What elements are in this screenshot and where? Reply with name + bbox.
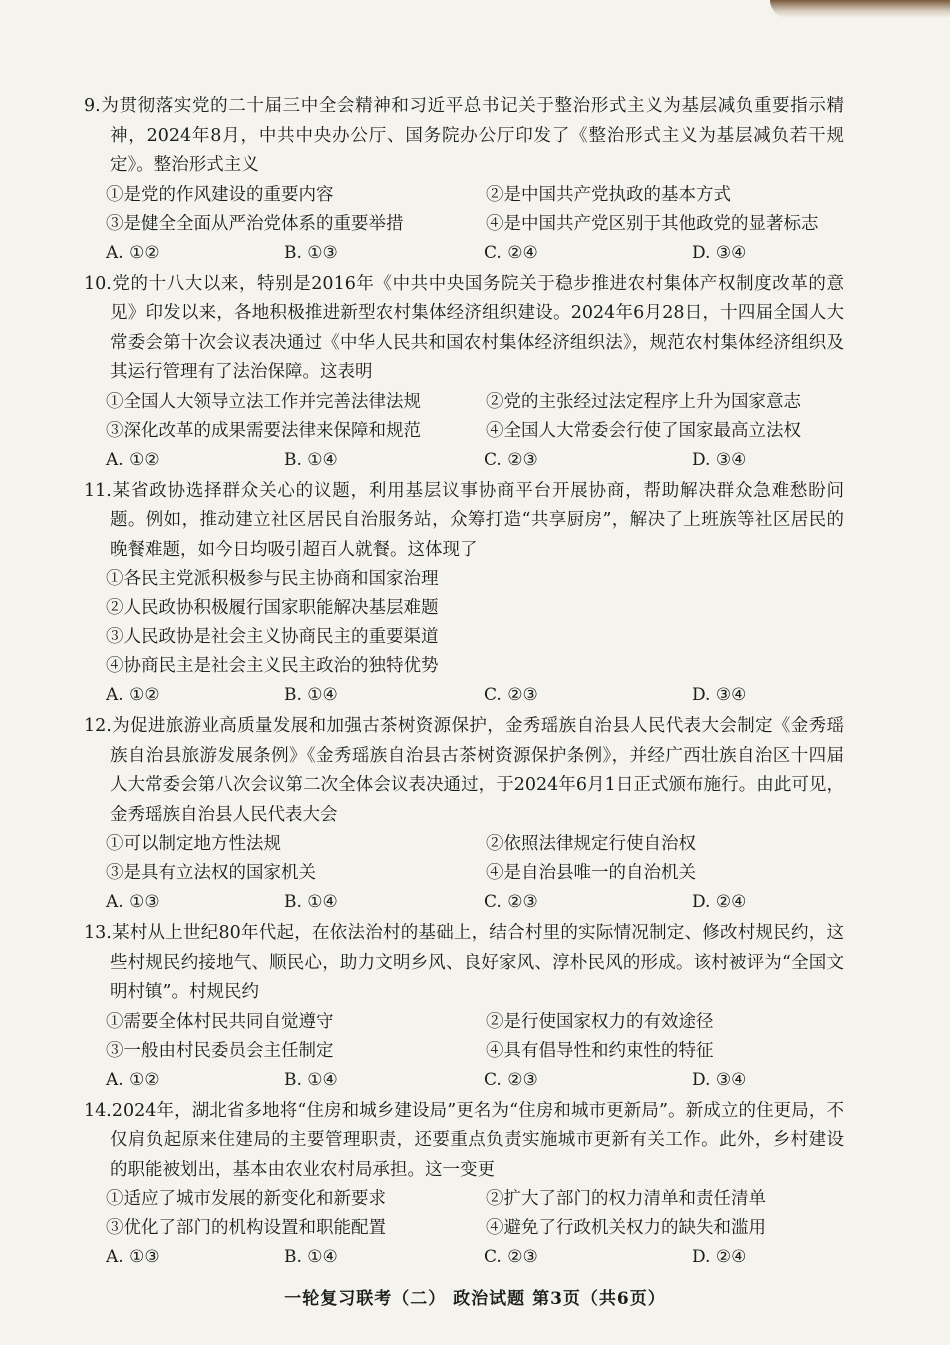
question-number: 12. bbox=[84, 716, 112, 736]
option-4: ④是自治县唯一的自治机关 bbox=[486, 863, 696, 883]
answer-choices bbox=[84, 681, 844, 710]
choice-b: B. ①④ bbox=[284, 1069, 338, 1090]
choice-a: A. ①③ bbox=[106, 1247, 160, 1267]
choice-c: C. ②③ bbox=[484, 1069, 538, 1090]
option-4: ④协商民主是社会主义民主政治的独特优势 bbox=[106, 656, 439, 676]
option-3: ③是具有立法权的国家机关 bbox=[106, 863, 316, 883]
option-2: ②是中国共产党执政的基本方式 bbox=[486, 184, 731, 205]
answer-choices bbox=[84, 1243, 844, 1272]
choice-a: A. ①② bbox=[106, 242, 160, 263]
question-stem bbox=[84, 92, 844, 181]
question-text: 2024年，湖北省多地将“住房和城乡建设局”更名为“住房和城市更新局”。新成立的住更局，不仅肩负起原来住建局的主要管理职责，还要重点负责实施城市更新有关工作。此外，乡村建设的职能被划出，基本由农业农村局承担。这一变更 bbox=[110, 1100, 844, 1180]
question-10 bbox=[84, 270, 844, 475]
answer-choices bbox=[84, 446, 844, 475]
option-4: ④具有倡导性和约束性的特征 bbox=[486, 1040, 714, 1061]
choice-b: B. ①④ bbox=[284, 685, 338, 705]
question-number: 14. bbox=[84, 1100, 112, 1121]
choice-d: D. ③④ bbox=[692, 685, 747, 705]
question-number: 11. bbox=[84, 480, 112, 501]
option-4: ④避免了行政机关权力的缺失和滥用 bbox=[486, 1218, 766, 1238]
answer-choices bbox=[84, 888, 844, 917]
page-corner-shadow bbox=[770, 0, 950, 18]
option-2: ②是行使国家权力的有效途径 bbox=[486, 1011, 714, 1032]
choice-d: D. ③④ bbox=[692, 449, 747, 470]
question-stem bbox=[84, 1097, 844, 1186]
option-1: ①需要全体村民共同自觉遵守 bbox=[106, 1011, 334, 1032]
question-14 bbox=[84, 1097, 844, 1273]
question-13 bbox=[84, 919, 844, 1095]
option-4: ④全国人大常委会行使了国家最高立法权 bbox=[486, 420, 801, 441]
option-1: ①各民主党派积极参与民主协商和国家治理 bbox=[106, 569, 439, 589]
page-footer: 一轮复习联考（二） 政治试题 第3页（共6页） bbox=[284, 1289, 666, 1309]
choice-d: D. ③④ bbox=[692, 242, 747, 263]
option-3: ③一般由村民委员会主任制定 bbox=[106, 1040, 334, 1061]
answer-choices bbox=[84, 239, 844, 268]
choice-b: B. ①④ bbox=[284, 1247, 338, 1267]
question-number: 10. bbox=[84, 273, 112, 294]
option-3: ③人民政协是社会主义协商民主的重要渠道 bbox=[106, 627, 439, 647]
question-stem bbox=[84, 477, 844, 566]
choice-c: C. ②③ bbox=[484, 892, 538, 912]
choice-a: A. ①② bbox=[106, 685, 160, 705]
choice-c: C. ②③ bbox=[484, 449, 538, 470]
choice-b: B. ①④ bbox=[284, 449, 338, 470]
choice-b: B. ①③ bbox=[284, 242, 338, 263]
option-list bbox=[84, 565, 844, 681]
option-3: ③是健全全面从严治党体系的重要举措 bbox=[106, 213, 404, 234]
question-text: 党的十八大以来，特别是2016年《中共中央国务院关于稳步推进农村集体产权制度改革的意见》印发以来，各地积极推进新型农村集体经济组织建设。2024年6月28日，十四届全国人大常委会第十次会议表决通过《中华人民共和国农村集体经济组织法》，规范农村集体经济组织及其运行管理有了法治保障。这表明 bbox=[110, 273, 844, 382]
option-4: ④是中国共产党区别于其他政党的显著标志 bbox=[486, 213, 819, 234]
choice-a: A. ①③ bbox=[106, 892, 160, 912]
choice-b: B. ①④ bbox=[284, 892, 338, 912]
question-stem bbox=[84, 919, 844, 1008]
question-11 bbox=[84, 477, 844, 711]
option-3: ③深化改革的成果需要法律来保障和规范 bbox=[106, 420, 421, 441]
question-text: 为促进旅游业高质量发展和加强古茶树资源保护，金秀瑶族自治县人民代表大会制定《金秀瑶族自治县旅游发展条例》《金秀瑶族自治县古茶树资源保护条例》，并经广西壮族自治区十四届人大常委会第八次会议第二次全体会议表决通过，于2024年6月1日正式颁布施行。由此可见，金秀瑶族自治县人民代表大会 bbox=[110, 716, 844, 825]
choice-a: A. ①② bbox=[106, 1069, 160, 1090]
choice-c: C. ②③ bbox=[484, 685, 538, 705]
option-2: ②党的主张经过法定程序上升为国家意志 bbox=[486, 391, 801, 412]
option-1: ①是党的作风建设的重要内容 bbox=[106, 184, 334, 205]
option-list bbox=[84, 1185, 844, 1243]
choice-a: A. ①② bbox=[106, 449, 160, 470]
option-list bbox=[84, 830, 844, 888]
answer-choices bbox=[84, 1066, 844, 1095]
question-stem bbox=[84, 270, 844, 388]
question-text: 某省政协选择群众关心的议题，利用基层议事协商平台开展协商，帮助解决群众急难愁盼问题。例如，推动建立社区居民自治服务站，众筹打造“共享厨房”，解决了上班族等社区居民的晚餐难题，如今日均吸引超百人就餐。这体现了 bbox=[110, 480, 844, 560]
option-2: ②依照法律规定行使自治权 bbox=[486, 834, 696, 854]
choice-c: C. ②④ bbox=[484, 242, 538, 263]
question-12 bbox=[84, 712, 844, 917]
option-1: ①全国人大领导立法工作并完善法律法规 bbox=[106, 391, 421, 412]
question-number: 13. bbox=[84, 923, 112, 943]
choice-c: C. ②③ bbox=[484, 1247, 538, 1267]
option-1: ①可以制定地方性法规 bbox=[106, 834, 281, 854]
option-list bbox=[84, 1008, 844, 1066]
option-list bbox=[84, 181, 844, 239]
question-number: 9. bbox=[84, 96, 101, 116]
exam-page bbox=[84, 92, 844, 1274]
choice-d: D. ②④ bbox=[692, 1247, 747, 1267]
option-list bbox=[84, 388, 844, 446]
question-text: 某村从上世纪80年代起，在依法治村的基础上，结合村里的实际情况制定、修改村规民约，这些村规民约接地气、顺民心，助力文明乡风、良好家风、淳朴民风的形成。该村被评为“全国文明村镇”。村规民约 bbox=[110, 923, 844, 1002]
choice-d: D. ②④ bbox=[692, 892, 747, 912]
question-text: 为贯彻落实党的二十届三中全会精神和习近平总书记关于整治形式主义为基层减负重要指示精神，2024年8月，中共中央办公厅、国务院办公厅印发了《整治形式主义为基层减负若干规定》。整治形式主义 bbox=[100, 96, 844, 175]
option-1: ①适应了城市发展的新变化和新要求 bbox=[106, 1189, 386, 1209]
question-stem bbox=[84, 712, 844, 830]
option-3: ③优化了部门的机构设置和职能配置 bbox=[106, 1218, 386, 1238]
option-2: ②扩大了部门的权力清单和责任清单 bbox=[486, 1189, 766, 1209]
option-2: ②人民政协积极履行国家职能解决基层难题 bbox=[106, 598, 439, 618]
question-9 bbox=[84, 92, 844, 268]
choice-d: D. ③④ bbox=[692, 1069, 747, 1090]
